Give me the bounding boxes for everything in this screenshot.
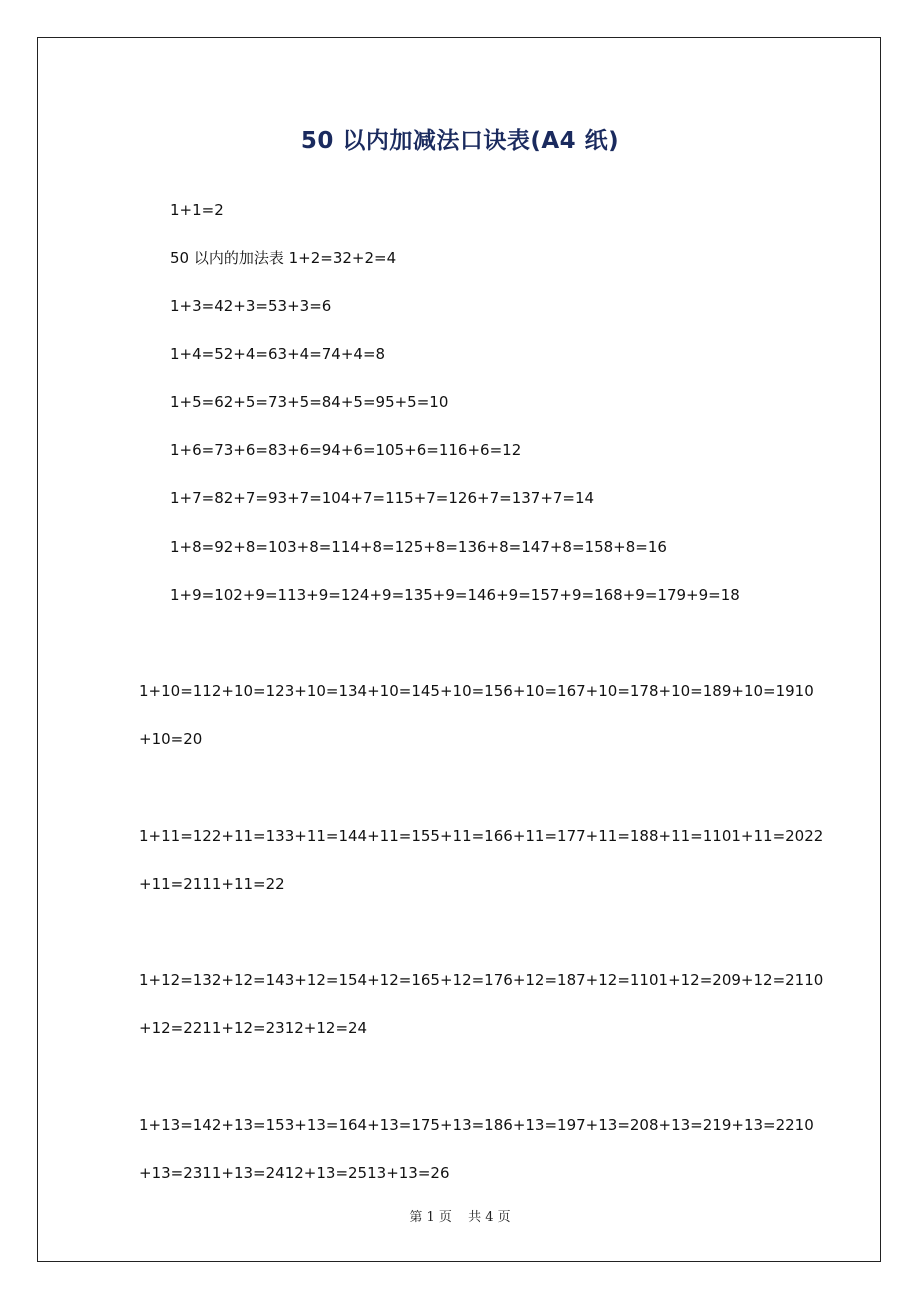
line-12-cont: +12=2211+12=2312+12=24 bbox=[139, 1019, 368, 1037]
line-2: 50 以内的加法表 1+2=32+2=4 bbox=[170, 249, 397, 267]
document-title: 50 以内加减法口诀表(A4 纸) bbox=[300, 128, 620, 154]
line-13-cont: +13=2311+13=2412+13=2513+13=26 bbox=[139, 1164, 450, 1182]
line-10: 1+10=112+10=123+10=134+10=145+10=156+10=167+10=178+10=189+10=1910 bbox=[139, 682, 814, 700]
line-9: 1+9=102+9=113+9=124+9=135+9=146+9=157+9=168+9=179+9=18 bbox=[170, 586, 740, 604]
line-11-cont: +11=2111+11=22 bbox=[139, 875, 285, 893]
line-11: 1+11=122+11=133+11=144+11=155+11=166+11=177+11=188+11=1101+11=2022 bbox=[139, 827, 824, 845]
line-5: 1+5=62+5=73+5=84+5=95+5=10 bbox=[170, 393, 449, 411]
line-3: 1+3=42+3=53+3=6 bbox=[170, 297, 332, 315]
page-number-total: 共 4 页 bbox=[468, 1210, 511, 1225]
line-7: 1+7=82+7=93+7=104+7=115+7=126+7=137+7=14 bbox=[170, 489, 595, 507]
page-number-current: 第 1 页 bbox=[409, 1210, 452, 1225]
page-border bbox=[37, 37, 881, 1262]
line-13: 1+13=142+13=153+13=164+13=175+13=186+13=197+13=208+13=219+13=2210 bbox=[139, 1116, 814, 1134]
line-6: 1+6=73+6=83+6=94+6=105+6=116+6=12 bbox=[170, 441, 522, 459]
line-10-cont: +10=20 bbox=[139, 730, 203, 748]
line-12: 1+12=132+12=143+12=154+12=165+12=176+12=187+12=1101+12=209+12=2110 bbox=[139, 971, 824, 989]
line-8: 1+8=92+8=103+8=114+8=125+8=136+8=147+8=158+8=16 bbox=[170, 538, 667, 556]
line-1: 1+1=2 bbox=[170, 201, 224, 219]
line-4: 1+4=52+4=63+4=74+4=8 bbox=[170, 345, 386, 363]
page-footer bbox=[0, 1206, 920, 1225]
